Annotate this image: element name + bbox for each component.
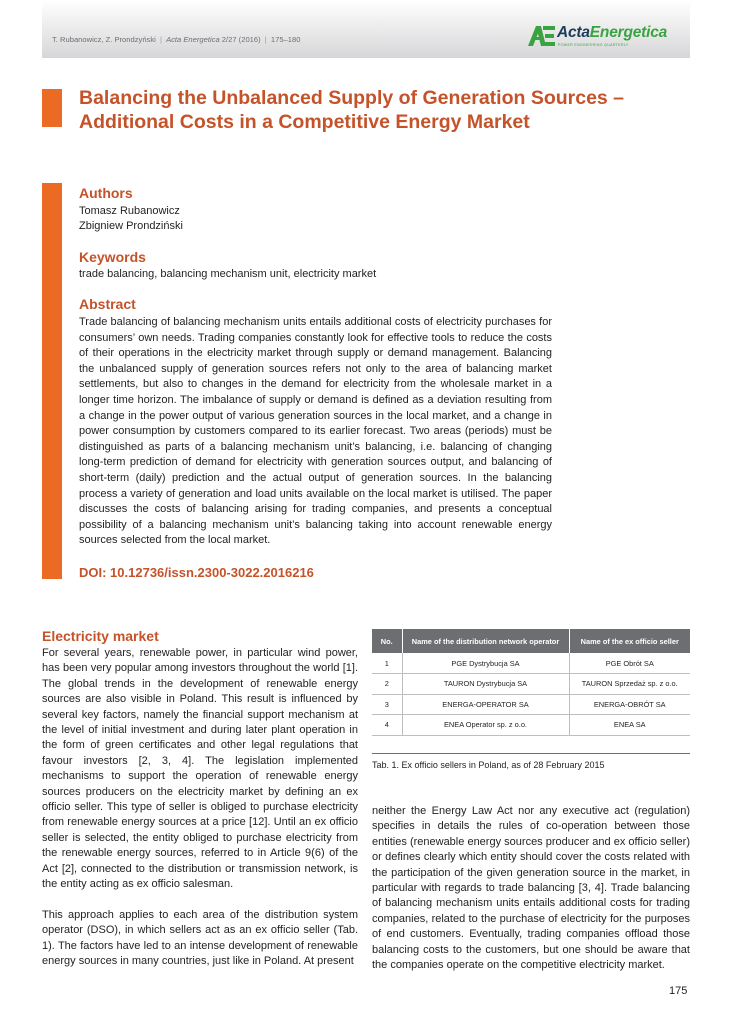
header-pages: 175–180 (270, 35, 301, 44)
author-name: Zbigniew Prondziński (79, 220, 183, 232)
frontmatter-accent-bar (42, 183, 62, 579)
logo-wordmark: ActaEnergetica (557, 24, 668, 41)
keywords-text: trade balancing, balancing mechanism unit, electricity market (79, 268, 377, 280)
header-citation (52, 35, 300, 44)
table-cell: 2 (372, 674, 402, 695)
table-cell: PGE Obrót SA (569, 653, 690, 674)
table-cell: TAURON Sprzedaż sp. z o.o. (569, 674, 690, 695)
paragraph: neither the Energy Law Act nor any executive act (regulation) specifies in details the rules of co-operation between those entities (renewable energy sources producer and ex officio seller) or defines clearly which entity should cover the costs related with the participation of the given generation source in the market, in particular with regards to trade balancing [3, 4]. Trade balancing of balancing mechanism units entails additional costs for trading companies, related to the purchase of electricity for the purposes of end customers. Eventually, trading companies offload those balancing costs to the customers, but one should be aware that the companies operate on the competitive electricity market. (372, 805, 690, 972)
title-line-2: Additional Costs in a Competitive Energy Market (79, 111, 530, 133)
logo-tagline: POWER ENGINEERING QUARTERLY (558, 43, 629, 47)
table-cell: PGE Dystrybucja SA (402, 653, 569, 674)
table-cell: TAURON Dystrybucja SA (402, 674, 569, 695)
table-caption: Tab. 1. Ex officio sellers in Poland, as of 28 February 2015 (372, 760, 605, 770)
page-number: 175 (669, 985, 688, 997)
table-header-row (372, 629, 690, 653)
header-separator: | (264, 35, 267, 44)
running-header (42, 0, 690, 58)
abstract-text: Trade balancing of balancing mechanism units entails additional costs of electricity purchases for consumers’ own needs. Trading companies constantly look for effective tools to reduce the costs of their operations in the electricity market through supply or demand management. Balancing the unbalanced supply of generation sources refers not only to the area of balancing market settlements, but also to changes in the demand for electricity from the wholesale market in a longer time horizon. The imbalance of supply or demand is defined as a deviation resulting from a change in the power output of various generation sources in the local market, and a change in power consumption by customers compared to its earlier forecast. Two areas (periods) must be distinguished as parts of a balancing mechanism unit’s balancing, i.e. balancing of changing long-term prediction of demand for electricity with generation sources output, and balancing of short-term (daily) prediction and the actual output of generation sources. In the balancing process a variety of generation and load units available on the local market is utilised. The paper discusses the costs of balancing arising for trading companies, and presents a conceptual possibility of a balancing mechanism unit’s balancing taking into account renewable energy sources selected from the local market. (79, 316, 552, 547)
article-title (79, 86, 679, 134)
header-separator: | (159, 35, 162, 44)
paragraph: For several years, renewable power, in particular wind power, has been very popular among investors throughout the world [1]. The global trends in the development of renewable energy sources are also visible in Poland. This result is influenced by several key factors, namely the financial support mechanism at the level of initial investment and during later plant operation in the form of green certificates and other legal regulations that favour investors [2, 3, 4]. The legislation implemented mechanisms to support the operation of renewable energy sources producers on the electricity market by defining an ex officio seller. This type of seller is obliged to purchase electricity from renewable energy sources at a price [12]. Until an ex officio seller is selected, the entity obliged to purchase electricity from the renewable energy sources, referred to in Article 9(6) of the Act [2], connected to the distribution or transmission network, is the entity acting as ex officio salesman. (42, 647, 358, 891)
table-cell: 4 (372, 715, 402, 736)
header-issue: 2/27 (2016) (221, 35, 261, 44)
title-accent-bar (42, 89, 62, 127)
table-row (372, 653, 690, 674)
table-row (372, 694, 690, 715)
header-journal: Acta Energetica (166, 35, 220, 44)
body-column-right (372, 804, 690, 973)
table-cell: ENEA Operator sp. z o.o. (402, 715, 569, 736)
table-cell: ENERGA-OBRÓT SA (569, 694, 690, 715)
keywords-heading: Keywords (79, 249, 146, 265)
sellers-table (372, 629, 690, 736)
table-header-cell: Name of the ex officio seller (569, 629, 690, 653)
title-line-1: Balancing the Unbalanced Supply of Generation Sources – (79, 87, 625, 109)
table-cell: 1 (372, 653, 402, 674)
doi-link[interactable]: DOI: 10.12736/issn.2300-3022.2016216 (79, 565, 314, 580)
body-column-left (42, 646, 358, 970)
author-name: Tomasz Rubanowicz (79, 205, 180, 217)
table-row (372, 715, 690, 736)
section-heading: Electricity market (42, 628, 159, 644)
abstract-heading: Abstract (79, 296, 136, 312)
header-authors: T. Rubanowicz, Z. Prondzyński (52, 35, 156, 44)
table-header-cell: Name of the distribution network operator (402, 629, 569, 653)
paragraph: This approach applies to each area of the distribution system operator (DSO), in which sellers act as an ex officio seller (Tab. 1). The factors have led to an intense development of renewable energy sources in many countries, just like in Poland. At present (42, 908, 358, 968)
table-row (372, 674, 690, 695)
authors-heading: Authors (79, 185, 133, 201)
table-header-cell: No. (372, 629, 402, 653)
logo-ae-icon (528, 26, 555, 46)
table-cell: ENERGA-OPERATOR SA (402, 694, 569, 715)
table-bottom-rule (372, 753, 690, 754)
table-cell: ENEA SA (569, 715, 690, 736)
journal-logo (528, 25, 678, 51)
table-cell: 3 (372, 694, 402, 715)
